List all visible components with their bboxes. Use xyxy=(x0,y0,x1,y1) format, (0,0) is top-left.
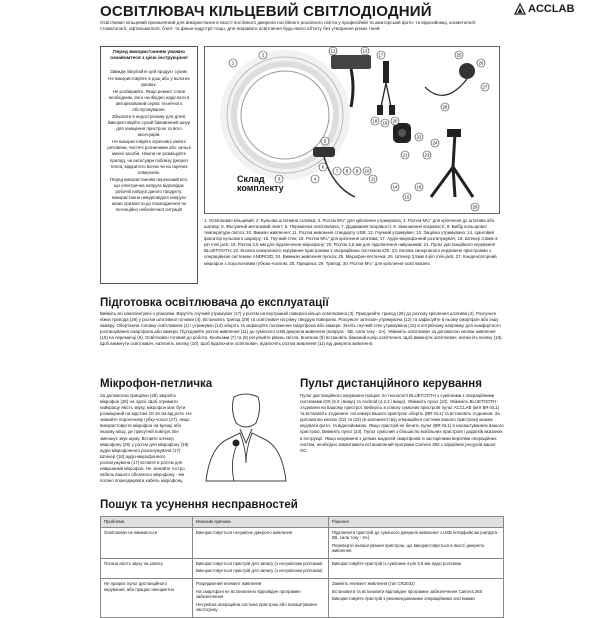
diagram-callout xyxy=(369,175,377,183)
callout-number: 6 xyxy=(321,164,325,170)
diagram-callout xyxy=(259,51,267,59)
warning-heading: Перед використанням уважно ознайомтеся з цією інструкцією! xyxy=(110,50,188,62)
diagram-callout xyxy=(431,139,439,147)
diagram-callout xyxy=(415,133,423,141)
diagram-callout xyxy=(381,119,389,127)
intro-text: Освітлювач кільцевий призначений для використання в якості постійного джерела постійного розсіяного світла у професійній та аматорській фото- та відеозйомці, косметології, стоматології, офтальмології, б'юті- та фешн-індустрії тощо, для яскравого освітлення будь-якого об'єкту без утворення різких тіней. xyxy=(100,20,477,32)
callout-number: 5 xyxy=(323,138,327,144)
warning-body xyxy=(104,66,194,217)
callout-number: 26 xyxy=(478,60,484,66)
kit-contents-list: 1. Освітлювач кільцевий; 2. Кульова штативна головка; 3. Роз'єм M¼" для кріплення утримувача; 4. Роз'єм M¼" для кріплення до штатива або шативу; 5. Фіксуючий металевий гвинт; 6. Перемичка освітлювача; 7. Додавання яскравості; 8. Зменшення яскравості; 9. Вибір кольорової температури світла; 10. Вмикач живлення; 11. Роз'єм живлення стандарту USB; 12. Гнучкий утримувач; 13. Защіпка утримувача; 14. Цанговий фіксатор кульового шарніру; 15. Гнучкий стек; 16. Роз'єм M¼" для кріплення штатива; 17. Аудіо-мікрофонний розгалужувач; 18. Штекер 3,5мм 4-pin mini jack; 19. Роз'єм 3,5 мм для підключення мікрофону; 20. Роз'єм 3,5 мм для підключення навушників; 21. Пульт дистанційного керування BLUETOOTH; 22. Кнопка синхронного керування пристроями з операційною системою iOS; 23. Кнопка синхронного керування пристроями з операційною системою ANDROID; 24. Вимикач живлення пульта; 25. Мікрофон-петличка; 26. Штекер 3,5мм 4-pin mini-jack; 27. Конденсаторний мікрофон з поролоновим губкою-чохлом; 28. Прищіпка; 29. Трипод; 30. Роз'єм M¼" для кріплення освітлювача xyxy=(204,218,499,266)
callout-number: 12 xyxy=(330,48,336,54)
warning-paragraph: Завжди зберігайте цей продукт сухим. Не використовуйте в дощ або у вологих умовах. xyxy=(108,69,190,87)
callout-number: 8 xyxy=(345,168,349,174)
table-header: Можливі причини xyxy=(193,517,329,528)
callout-number: 22 xyxy=(416,134,422,140)
callout-number: 18 xyxy=(372,118,378,124)
callout-number: 21 xyxy=(402,152,408,158)
callout-number: 25 xyxy=(456,52,462,58)
solutions-cell xyxy=(329,579,504,618)
callout-number: 17 xyxy=(378,52,384,58)
kit-label-line: комплекту xyxy=(237,183,284,194)
diagram-callout xyxy=(229,59,237,67)
warning-paragraph: Не використовуйте агресивні хімічні речовини, чистячі розчинники або сильні миючі засоби. Ніколи не розміщуйте прилад, чи аксесуари поблизу джерел тепла, відкритого вогню чи на гарячих поверхнях. xyxy=(107,139,191,175)
solution-item: Підключити пристрій до сумісного джерела живлення з USB інтерфейсом (напруга - 5В, сила току - 2А) xyxy=(332,529,500,541)
phone-holder-illustration xyxy=(331,55,371,69)
callout-number: 2 xyxy=(261,52,265,58)
causes-cell xyxy=(193,558,329,578)
diagram-callout xyxy=(371,117,379,125)
warning-paragraph: Зберігати в недоступному для дітей. Використовуйте сухий бавовняний шнур для очищення пристрою та його аксесуарів. xyxy=(107,114,191,138)
diagram-callout xyxy=(391,117,399,125)
kit-label xyxy=(237,175,284,194)
callout-number: 28 xyxy=(442,104,448,110)
callout-number: 1 xyxy=(231,60,235,66)
page-title: ОСВІТЛЮВАЧ КІЛЬЦЕВИЙ СВІТЛОДІОДНИЙ xyxy=(100,3,432,20)
splitter-illustration xyxy=(383,61,389,83)
control-panel-illustration xyxy=(313,147,335,157)
diagram-callout xyxy=(415,183,423,191)
callout-number: 14 xyxy=(392,184,398,190)
troubleshooting-title: Пошук та усунення несправностей xyxy=(100,499,298,511)
brand-logo xyxy=(514,2,574,16)
cause-item: На смартфоні не встановлено відповідне програмне забезпечення xyxy=(196,588,301,600)
diagram-callout xyxy=(403,193,411,201)
callout-number: 11 xyxy=(370,176,376,182)
prep-section-title: Підготовка освітлювача до експлуатації xyxy=(100,297,329,309)
table-header-row xyxy=(101,517,504,528)
warning-paragraph: Не розбирайте. Якщо ремонт стане необхідним, його необхідно надіслати в авторизований сервіс технічного обслуговування. xyxy=(108,88,190,112)
prep-section-text: Вийміть всі комплектуючі з упаковки. Вкрутіть гнучкий утримувач (17) у роз'єм на внутрішній поверхні кільця освітлювача (3). Приєднайте трипод (29) до роз'єму кріплення штатива (4). Розсуньте ніжки трипода (29) у роз'єм штативної головки (4). Встановіть трипод (29) та освітлювач на рівну твердую поверхню. Розсуньте затискач утримувача (12) та зафіксуйте в ньому смартфон або іншу камеру. Обертаючи головку освітлювача (2) і утримувач (14) оберіть та зафіксуйте положення смартфона або камери. Зігніть гнучкий стек утримувача (15) в потрібному напрямку для комфортного розташування смартфона або камери. Під'єднайте роз'єм живлення (11) до сумісного USB джерела живлення (напруга - 5В, сила току - 2А). Увімкніть освітлювач за допомогою кнопки живлення (10) на перемичці (6). Освітлювач готовий до роботи. Кнопками (7) та (8) регулюйте рівень світла. Кнопкою (9) встановіть бажаний колір освітлення. Щоб вимкнути освітлювач, натисніть кнопку (10). Щоб вимкнути освітлювач, натисніть кнопку (10). Щоб відключити освітлювач, відключіть роз'єм живлення (11) від джерела живлення. xyxy=(100,311,503,347)
table-row xyxy=(101,579,504,618)
diagram-callout xyxy=(333,167,341,175)
diagram-callout xyxy=(363,167,371,175)
diagram-callout xyxy=(481,83,489,91)
cause-item: Використовується пристрій для запису (з несумісним роз'ємом) xyxy=(196,568,323,574)
solutions-cell xyxy=(329,558,504,578)
callout-number: 23 xyxy=(424,152,430,158)
callout-number: 13 xyxy=(362,48,368,54)
solution-item: Замініть елемент живлення (тип CR2032) xyxy=(332,581,415,587)
diagram-callout xyxy=(477,59,485,67)
problem-cell: Освітлювач не вмикається xyxy=(101,527,193,558)
kit-diagram xyxy=(204,46,500,214)
diagram-callout xyxy=(321,137,329,145)
problem-cell: Не працює пульт дистанційного керування, або працює некоректно xyxy=(101,579,193,618)
remote-section-text: Пульт дистанційного керування працює по технології BLUETOOTH з сумісними з операційними системами iOS (6.0 і вище) та Android (4.2.2 і вище). Увімкніть пульт (24). Увімкніть BLUETOOTH-з'єднання на вашому пристрої. Виберіть в списку сумісних пристроїв пульт ACCLAB (ім'я BR-SL1) та встановіть з'єднання. На камері вашого пристрою оберіть (BR-SL1) та встановіть з'єднання. За допомогою кнопок (22) та (23) (в залежності від операційної системи вашого пристрою) можна керувати фото- та відеозйомкою. Якщо пристрій не бачить пульт (BR-SL1) в налаштуваннях вашого пристрою. Вимкніть пульт (24). Пульт сумісний з більшістю мобільних пристроїв і додатків вказаних в інструкції. Якщо керування з деяких моделей смартфонів із застарілими версіями операційних систем, необхідно завантажити встановлений програми Camera 360 з офіційних ресурсів вашої ОС. xyxy=(300,393,504,453)
diagram-callout xyxy=(441,103,449,111)
cause-item: Несумісна операційна система пристрою або налаштування застосунку xyxy=(196,601,317,613)
table-row xyxy=(101,527,504,558)
table-header: Рішення xyxy=(329,517,504,528)
diagram-callout xyxy=(391,183,399,191)
kit-label-line: Склад xyxy=(237,174,265,184)
remote-section-title: Пульт дистанційного керування xyxy=(300,378,482,390)
problem-cell: Погана якість звуку на запису xyxy=(101,558,193,578)
solution-item: Використовуйте пристрій з рекомендованими операційними системами xyxy=(332,596,475,602)
callout-number: 29 xyxy=(472,204,478,210)
diagram-callout xyxy=(455,51,463,59)
solution-item: Переверти налаштування пристрою, що використовується в якості джерела живлення xyxy=(332,542,484,554)
causes-cell xyxy=(193,579,329,618)
mic-illustration xyxy=(459,63,475,79)
cause-item: Розряджений елемент живлення xyxy=(196,581,262,587)
diagram-callout xyxy=(401,151,409,159)
diagram-callout xyxy=(423,151,431,159)
callout-number: 24 xyxy=(432,140,438,146)
diagram-callout xyxy=(319,163,327,171)
table-header: Проблема xyxy=(101,517,193,528)
callout-number: 9 xyxy=(355,168,359,174)
mic-section-title: Мікрофон-петличка xyxy=(100,378,213,390)
solution-item: Використовуйте пристрій із сумісним 4-pin 3,5 мм аудіо роз'ємом xyxy=(332,560,462,566)
diagram-callout xyxy=(353,167,361,175)
warning-box xyxy=(100,46,198,284)
callout-number: 10 xyxy=(364,168,370,174)
diagram-callout xyxy=(329,47,337,55)
callout-number: 4 xyxy=(313,176,317,182)
diagram-callout xyxy=(343,167,351,175)
callout-number: 3 xyxy=(277,176,281,182)
callout-number: 27 xyxy=(482,84,488,90)
acclab-triangle-icon xyxy=(514,3,526,15)
mic-usage-illustration xyxy=(200,393,292,481)
diagram-callout xyxy=(377,51,385,59)
solutions-cell xyxy=(329,527,504,558)
causes-cell xyxy=(193,527,329,558)
brand-name: ACCLAB xyxy=(528,3,575,15)
troubleshooting-table xyxy=(100,516,504,618)
callout-number: 20 xyxy=(392,118,398,124)
cause-item: Використовується пристрій для запису (з несумісним роз'ємом) xyxy=(196,560,323,566)
callout-number: 16 xyxy=(416,184,422,190)
diagram-callout xyxy=(311,175,319,183)
cause-item: Використовується несумісне джерело живлення xyxy=(196,529,293,535)
callout-number: 15 xyxy=(404,194,410,200)
diagram-callout xyxy=(471,203,479,211)
mic-section-text: За допомогою прищіпки (28) закріпіть мікрофон (25) на одязі. Щоб отримати найкращу якість звуку, мікрофон має бути розміщений на відстані 10-15 см від рота. Не знімайте поролонову губку-чохол (27), якщо використовуєте мікрофон на вулиці або іншому місці, де присутній повітря. Він зменшує звук шуму. Вставте штекер мікрофону (26) у роз'єм для мікрофону (19) аудіо-мікрофонного розгалужувача (17). Штекер (18) аудіо-мікрофонного розгалужувача (17) вставте в роз'єм для навушників мікрофон. Не згинайте гостро кабель вашого облачного мікрофону - він погано пошкоджувати кабель мікрофону. xyxy=(100,393,192,484)
callout-number: 7 xyxy=(335,168,339,174)
warning-paragraph: Перед використанням переконайтеся, що електрична напруга відповідає робочій напрузі даного продукту; використання невідповідної напруги може призвести до пошкодження чи потенційно небезпечної ситуації! xyxy=(110,176,188,213)
table-row xyxy=(101,558,504,578)
callout-number: 19 xyxy=(382,120,388,126)
diagram-callout xyxy=(361,47,369,55)
solution-item: Встановити та встановити відповідне програмне забезпечення Camera 360 xyxy=(332,588,483,594)
